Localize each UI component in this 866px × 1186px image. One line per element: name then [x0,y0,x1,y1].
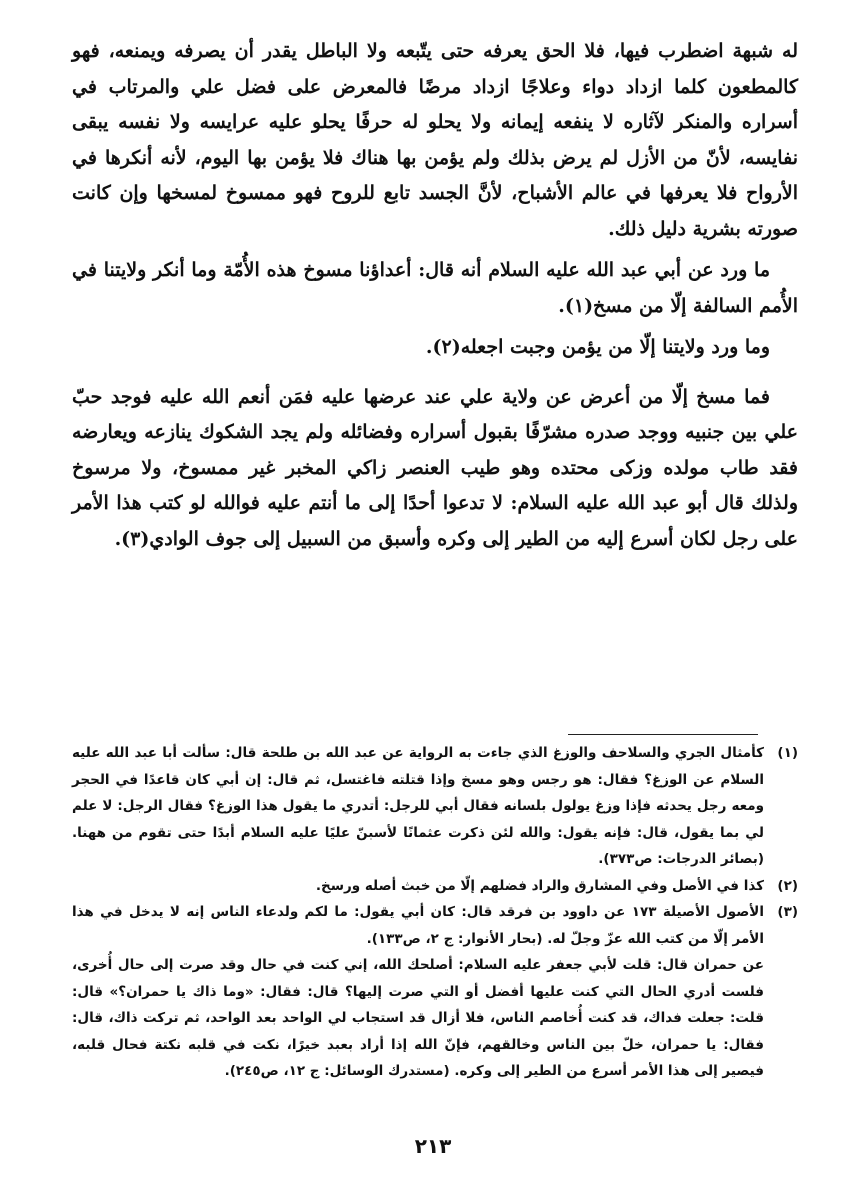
footnote-2 [72,873,798,900]
footnote-3 [72,899,798,952]
footnote-number: (٣) [777,904,798,920]
page-number: ٢١٣ [414,1134,452,1158]
footnotes [72,740,798,1085]
footnote-separator [568,734,758,735]
paragraph-3: وما ورد ولايتنا إلّا من يؤمن وجبت اجعله(٢). [425,336,770,358]
paragraph-1: له شبهة اضطرب فيها، فلا الحق يعرفه حتى يتّبعه ولا الباطل يقدر أن يصرفه ويمنعه، فهو كالمطعون كلما ازداد دواء وعلاجًا ازداد مرضًا فالمعرض على فضل علي والمرتاب في أسراره والمنكر لآثاره لا ينفعه إيمانه ولا يحلو له حرفًا يحلو عليه عرايسه ولا نفسه يبقى نفايسه، لأنّ من الأزل لم يرض بذلك ولم يؤمن بها هناك فلا يؤمن بها اليوم، لأنه أنكرها في الأرواح فلا يعرفها في عالم الأشباح، لأنَّ الجسد تابع للروح فهو ممسوخ لمسخها وإن كانت صورته بشرية دليل ذلك. [72,40,798,240]
footnote-1 [72,740,798,873]
paragraph-4: فما مسخ إلّا من أعرض عن ولاية علي عند عرضها عليه فمَن أنعم الله عليه فوجد حبّ علي بين جنبيه ووجد صدره مشرّفًا بقبول أسراره وفضائله ولم يجد الشكوك ينازعه ويعارضه فقد طاب مولده وزكى محتده وهو طيب العنصر زاكي المخبر غير ممسوخ، ولا مرسوخ ولذلك قال أبو عبد الله عليه السلام: لا تدعوا أحدًا إلى ما أنتم عليه فوالله لو كتب هذا الأمر على رجل لكان أسرع إليه من الطير إلى وكره وأسبق من السبيل إلى جوف الوادي(٣). [72,385,798,550]
main-text [72,34,798,557]
footnote-continuation: عن حمران قال: قلت لأبي جعفر عليه السلام: أصلحك الله، إني كنت في حال وقد صرت إلى حال أُخرى، فلست أدري الحال التي كنت عليها أفضل أو التي صرت إليها؟ قال: فقال: «وما ذاك يا حمران؟» قال: قلت: جعلت فداك، قد كنت أُخاصم الناس، فلا أزال قد استجاب لي الواحد بعد الواحد، ثم تركت ذاك، قال: فقال: يا حمران، خلّ بين الناس وخالقهم، فإنّ الله إذا أراد بعبد خيرًا، نكت في قلبه نكتة فحال قلبه، فيصير إلى هذا الأمر أسرع من الطير إلى وكره. (مستدرك الوسائل: ج ١٢، ص٢٤٥). [72,957,764,1079]
footnote-text: الأصول الأصيلة ١٧٣ عن داوود بن فرقد قال: كان أبي يقول: ما لكم ولدعاء الناس إنه لا يدخل في هذا الأمر إلّا من كتب الله عزّ وجلّ له. (بحار الأنوار: ج ٢، ص١٣٣). [72,904,764,947]
footnote-number: (٢) [777,877,798,894]
footnote-number: (١) [777,745,798,761]
footnote-text: كأمثال الجري والسلاحف والوزغ الذي جاءت به الرواية عن عبد الله بن طلحة قال: سألت أبا عبد الله عليه السلام عن الوزغ؟ فقال: هو رجس وهو مسخ وإذا قتلته فاغتسل، ثم قال: إن أبي كان قاعدًا في الحجر ومعه رجل يحدثه فإذا وزغ يولول بلسانه فقال أبي للرجل: أتدري ما يقول هذا الوزغ؟ فقال الرجل: لا علم لي بما يقول، قال: فإنه يقول: والله لئن ذكرت عثمانًا لأسبنّ عليًا عليه السلام أبدًا حتى تقوم من ههنا. (بصائر الدرجات: ص٣٧٣). [72,745,764,867]
footnote-text: كذا في الأصل وفي المشارق والراد فضلهم إلّا من خبث أصله ورسخ. [315,877,764,894]
paragraph-2: ما ورد عن أبي عبد الله عليه السلام أنه قال: أعداؤنا مسوخ هذه الأُمّة وما أنكر ولايتنا في الأُمم السالفة إلّا من مسخ(١). [72,259,798,317]
